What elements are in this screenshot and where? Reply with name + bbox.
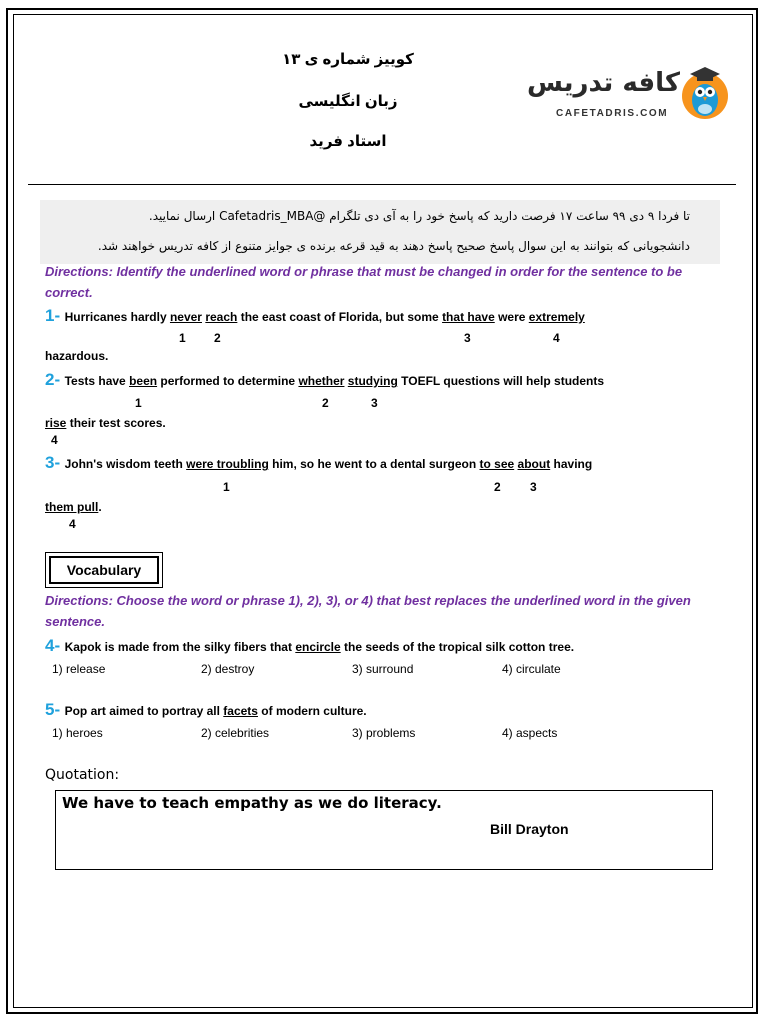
notice-line-2: دانشجویانی که بتوانند به این سوال پاسخ صحیح پاسخ دهند به قید قرعه برنده ی جوایز متنوع از کافه تدریس خواهند شد.	[97, 239, 690, 253]
vocabulary-directions: Directions: Choose the word or phrase 1), 2), 3), or 4) that best replaces the underlined word in the given sentence.	[45, 593, 691, 629]
question-3-continuation: them pull.	[45, 500, 102, 514]
question-number: 3-	[45, 453, 61, 472]
underlined-option-1: been	[129, 374, 158, 388]
option-4: 4) circulate	[502, 662, 561, 676]
marker-4: 4	[553, 331, 560, 345]
quiz-title: کوییز شماره ی ۱۳	[282, 51, 414, 68]
option-2: 2) destroy	[201, 662, 255, 676]
option-2: 2) celebrities	[201, 726, 270, 740]
marker-3: 3	[464, 331, 471, 345]
underlined-word: facets	[223, 704, 258, 718]
marker-1: 1	[179, 331, 186, 345]
marker-2: 2	[214, 331, 221, 345]
option-1: 1) release	[52, 662, 106, 676]
marker-3: 3	[530, 480, 537, 494]
option-4: 4) aspects	[502, 726, 558, 740]
cafetadris-logo	[527, 62, 732, 124]
vocabulary-heading-box	[45, 552, 163, 588]
marker-2: 2	[322, 396, 329, 410]
option-3: 3) surround	[352, 662, 414, 676]
quotation-label: Quotation:	[45, 767, 120, 783]
underlined-option-3: that have	[442, 310, 495, 324]
section1-directions: Directions: Identify the underlined word or phrase that must be changed in order for the sentence to be correct.	[45, 264, 683, 300]
underlined-option-3: about	[517, 457, 551, 471]
option-3: 3) problems	[352, 726, 416, 740]
quotation-author: Bill Drayton	[490, 821, 569, 837]
quotation-box	[55, 790, 713, 870]
logo-url: CAFETADRIS.COM	[556, 108, 669, 119]
marker-2: 2	[494, 480, 501, 494]
quotation-text: We have to teach empathy as we do literacy.	[62, 794, 442, 812]
question-1-continuation: hazardous.	[45, 349, 109, 363]
underlined-option-2: to see	[479, 457, 515, 471]
underlined-option-2: whether	[298, 374, 345, 388]
underlined-option-4: extremely	[528, 310, 585, 324]
question-2-continuation: rise their test scores.	[45, 416, 166, 430]
marker-4: 4	[69, 517, 76, 531]
question-5: 5- Pop art aimed to portray all facets of modern culture.	[45, 700, 367, 719]
marker-4: 4	[51, 433, 58, 447]
marker-3: 3	[371, 396, 378, 410]
question-number: 5-	[45, 700, 61, 719]
underlined-option-4: them pull	[45, 500, 99, 514]
question-2: 2- Tests have been performed to determine whether studying TOEFL questions will help students	[45, 370, 605, 389]
option-1: 1) heroes	[52, 726, 103, 740]
underlined-option-4: rise	[45, 416, 67, 430]
underlined-option-2: reach	[205, 310, 238, 324]
question-3: 3- John's wisdom teeth were troubling him, so he went to a dental surgeon to see about having	[45, 453, 593, 472]
header-divider	[28, 184, 736, 185]
vocabulary-heading: Vocabulary	[49, 556, 159, 584]
notice-line-1: تا فردا ۹ دی ۹۹ ساعت ۱۷ فرصت دارید که پاسخ خود را به آی دی تلگرام @Cafetadris_MBA ارسال نمایید.	[148, 209, 690, 223]
owl-mascot-icon	[680, 62, 730, 124]
underlined-option-3: studying	[347, 374, 398, 388]
marker-1: 1	[223, 480, 230, 494]
question-number: 4-	[45, 636, 61, 655]
subject-title: زبان انگلیسی	[298, 93, 398, 110]
teacher-name: استاد فرید	[309, 133, 387, 150]
question-1: 1- Hurricanes hardly never reach the east coast of Florida, but some that have were extremely	[45, 306, 585, 325]
logo-wordmark: کافه تدریس	[527, 68, 680, 98]
marker-1: 1	[135, 396, 142, 410]
question-number: 2-	[45, 370, 61, 389]
question-number: 1-	[45, 306, 61, 325]
notice-box	[40, 200, 720, 264]
underlined-option-1: were troubling	[186, 457, 269, 471]
underlined-word: encircle	[295, 640, 341, 654]
underlined-option-1: never	[169, 310, 202, 324]
question-4: 4- Kapok is made from the silky fibers that encircle the seeds of the tropical silk cotton tree.	[45, 636, 575, 655]
